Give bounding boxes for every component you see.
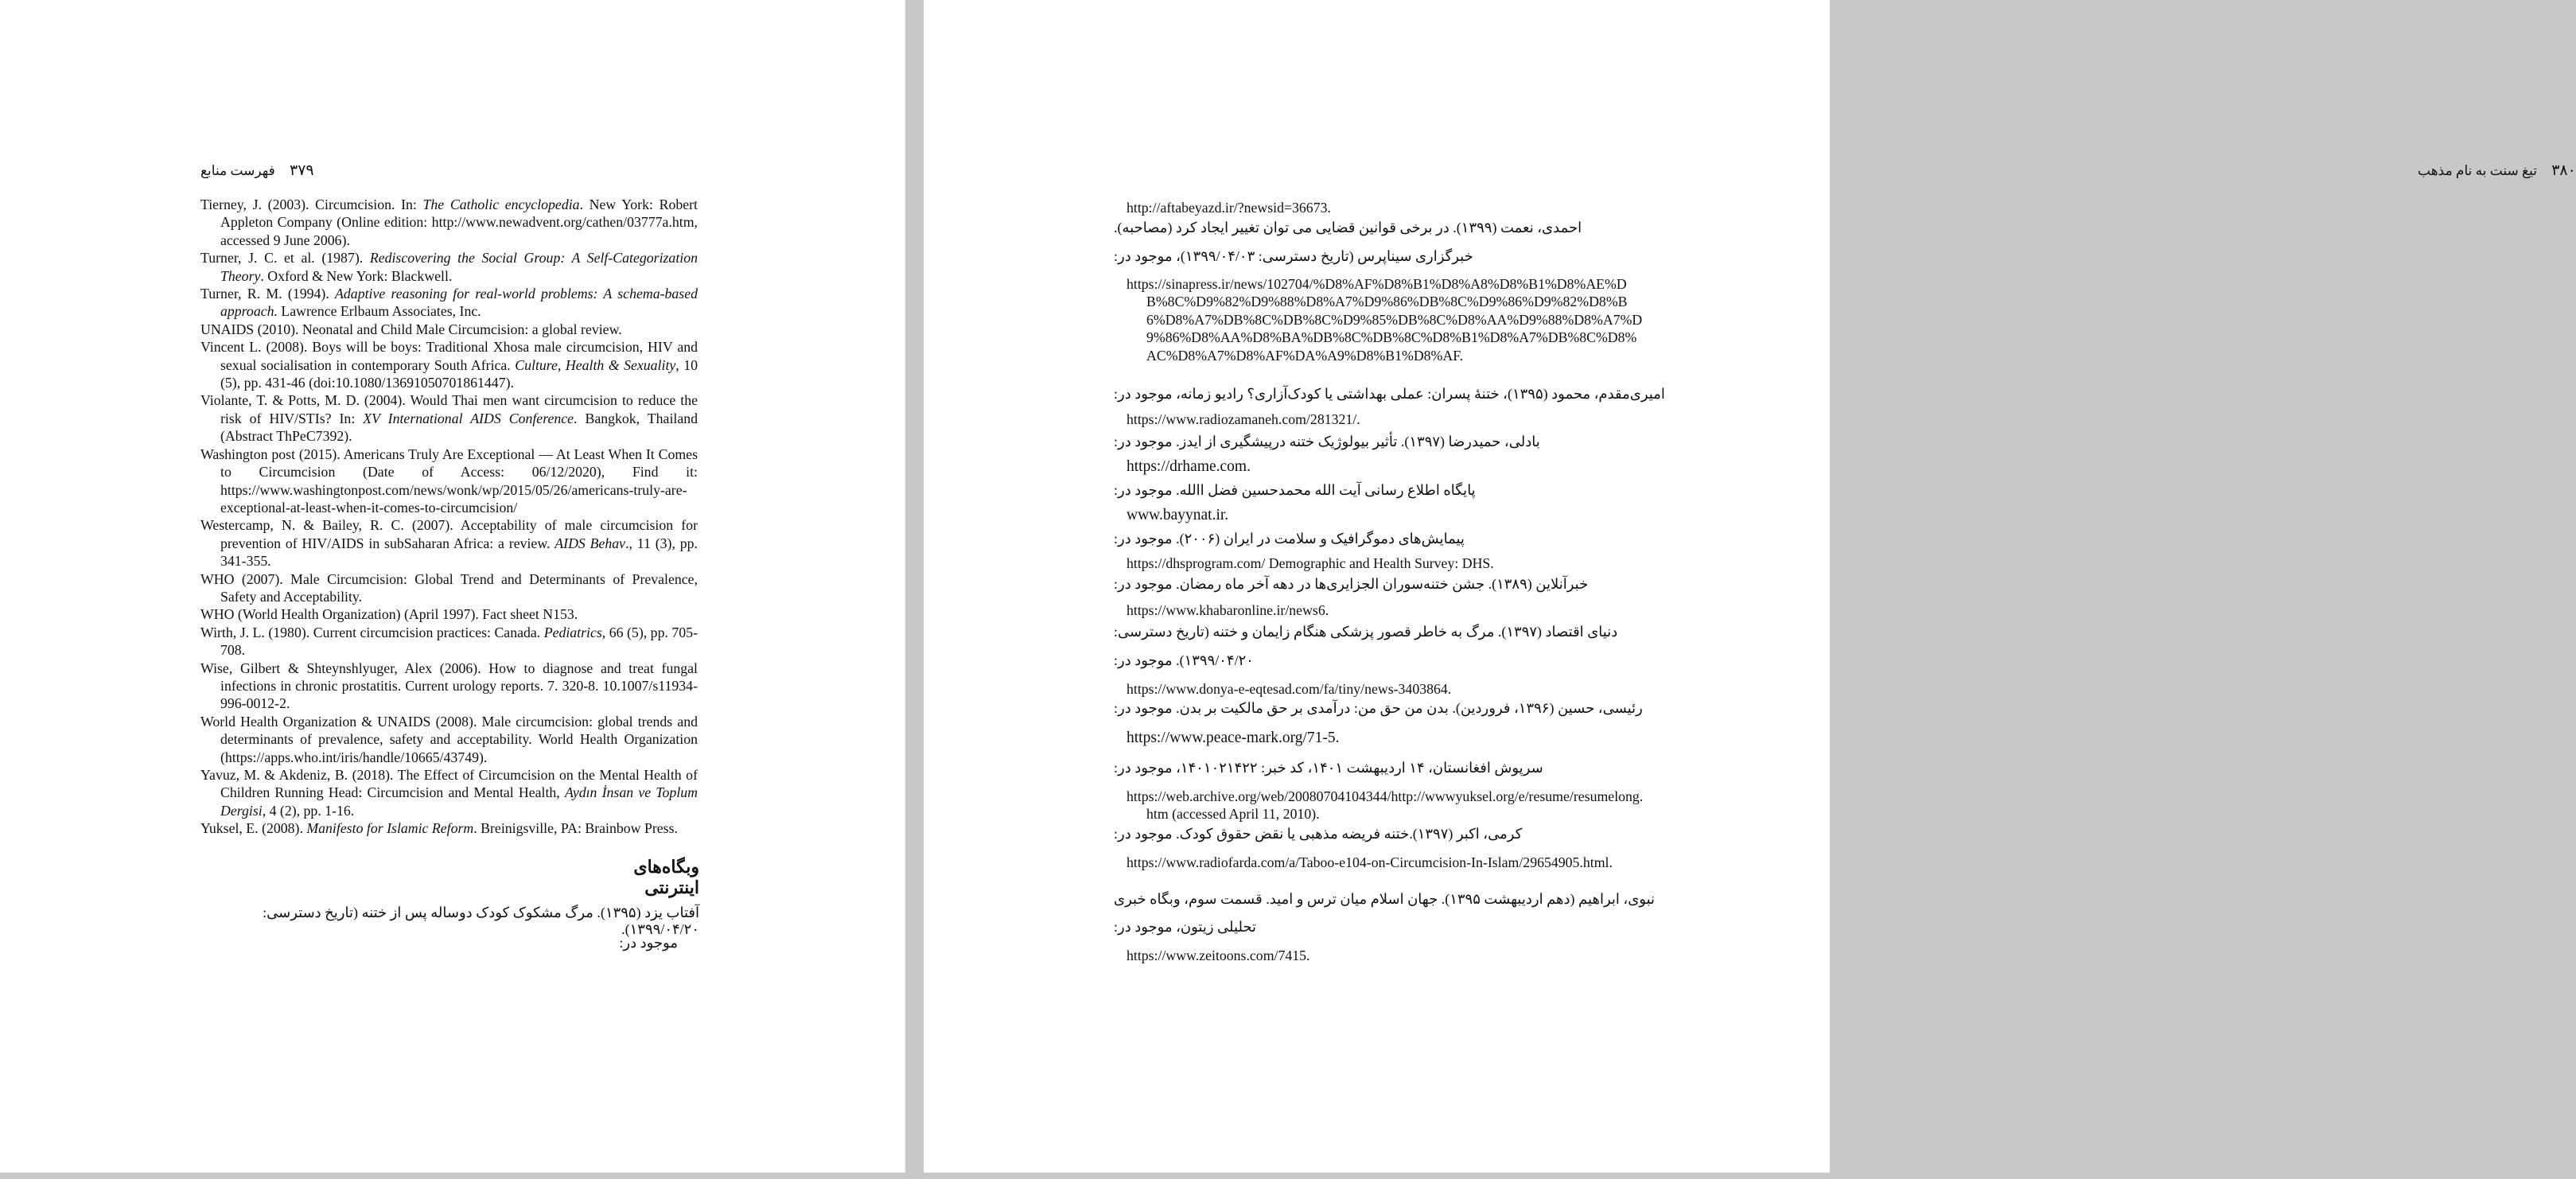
reference-entry: World Health Organization & UNAIDS (2008). Male circumcision: global trends and determinants of prevalence, safety and acceptability. World Health Organization (https://apps.who.int/iris/handle/10665/43749). — [200, 713, 698, 765]
reference-url: https://www.khabaronline.ir/news6. — [1127, 602, 1329, 618]
reference-entry: Yavuz, M. & Akdeniz, B. (2018). The Effect of Circumcision on the Mental Health of Children Running Head: Circumcision and Mental Health, Aydın İnsan ve Toplum Dergisi, 4 (2), pp. 1-16. — [200, 767, 698, 819]
reference-entry: Turner, J. C. et al. (1987). Rediscovering the Social Group: A Self-Categorization Theory. Oxford & New York: Blackwell. — [200, 250, 698, 284]
reference-url: https://www.peace-mark.org/71-5. — [1127, 730, 1340, 746]
reference-list — [200, 196, 698, 838]
reference-entry-fa: ۱۳۹۹/۰۴/۲۰). موجود در: — [1114, 652, 1254, 668]
reference-url: https://www.radiozamaneh.com/281321/. — [1127, 411, 1360, 427]
reference-entry: Tierney, J. (2003). Circumcision. In: The Catholic encyclopedia. New York: Robert Appleton Company (Online edition: http://www.newadvent.org/cathen/03777a.htm, accessed 9 June 2006). — [200, 196, 698, 248]
running-header — [200, 161, 314, 180]
reference-url: https://dhsprogram.com/ Demographic and Health Survey: DHS. — [1127, 555, 1494, 571]
reference-entry-fa: آفتاب یزد (۱۳۹۵). مرگ مشکوک کودک دوساله پس از ختنه (تاریخ دسترسی: ۱۳۹۹/۰۴/۲۰). — [263, 905, 699, 937]
running-header — [2418, 161, 2576, 180]
reference-entry: WHO (2007). Male Circumcision: Global Trend and Determinants of Prevalence, Safety and Acceptability. — [200, 570, 698, 605]
reference-url: https://sinapress.ir/news/102704/%D8%AF%D8%B1%D8%A8%D8%B1%D8%AE%DB%8C%D9%82%D9%88%D8%A7%D9%86%DB%8C%D9%86%D9%82%D8%B6%D8%A7%DB%8C%DB%8C%D9%85%DB%8C%D8%AA%D9%88%D8%A7%D9%86%D8%AA%D8%BA%DB%8C%DB%8C%D8%B1%D8%A7%DB%8C%D8%AC%D8%A7%D8%AF%DA%A9%D8%B1%D8%AF. — [1127, 276, 1643, 364]
reference-entry-fa: احمدی، نعمت (۱۳۹۹). در برخی قوانین قضایی می توان تغییر ایجاد کرد (مصاحبه). — [1114, 220, 1582, 235]
reference-entry: Violante, T. & Potts, M. D. (2004). Would Thai men want circumcision to reduce the risk of HIV/STIs? In: XV International AIDS Conference. Bangkok, Thailand (Abstract ThPeC7392). — [200, 392, 698, 445]
reference-url: https://www.zeitoons.com/7415. — [1127, 947, 1310, 963]
running-title: تیغ سنت به نام مذهب — [2418, 163, 2537, 178]
reference-entry: Wise, Gilbert & Shteynshlyuger, Alex (2006). How to diagnose and treat fungal infections in chronic prostatitis. Current urology reports. 7. 320-8. 10.1007/s11934-996-0012-2. — [200, 660, 698, 712]
reference-entry-fa: سرپوش افغانستان، ۱۴ اردیبهشت ۱۴۰۱، کد خبر: ۱۴۰۱۰۲۱۴۲۲، موجود در: — [1114, 760, 1543, 776]
reference-entry: Vincent L. (2008). Boys will be boys: Traditional Xhosa male circumcision, HIV and sexual socialisation in contemporary South Africa. Culture, Health & Sexuality, 10 (5), pp. 431-46 (doi:10.1080/13691050701861447). — [200, 339, 698, 391]
reference-entry: Yuksel, E. (2008). Manifesto for Islamic Reform. Breinigsville, PA: Brainbow Press. — [200, 820, 678, 837]
reference-entry-fa: رئیسی، حسین (۱۳۹۶، فروردین). بدن من حق من: درآمدی بر حق مالکیت بر بدن. موجود در: — [1114, 700, 1643, 716]
page-number: ۳۸۰ — [2551, 162, 2576, 179]
page-379 — [0, 0, 905, 1173]
reference-url: https://www.donya-e-eqtesad.com/fa/tiny/news-3403864. — [1127, 681, 1452, 697]
reference-entry-fa: کرمی، اکبر (۱۳۹۷).ختنه فریضه مذهبی یا نقض حقوق کودک. موجود در: — [1114, 826, 1523, 842]
reference-entry-fa: پیمایش‌های دموگرافیک و سلامت در ایران (۲۰۰۶). موجود در: — [1114, 531, 1465, 547]
reference-entry: Turner, R. M. (1994). Adaptive reasoning for real-world problems: A schema-based approach. Lawrence Erlbaum Associates, Inc. — [200, 286, 698, 320]
reference-entry: Wirth, J. L. (1980). Current circumcision practices: Canada. Pediatrics, 66 (5), pp. 705-708. — [200, 624, 698, 659]
reference-url: https://web.archive.org/web/20080704104344/http://wwwyuksel.org/e/resume/resumelong.htm (accessed April 11, 2010). — [1127, 788, 1644, 823]
reference-entry-fa: تحلیلی زیتون، موجود در: — [1114, 919, 1257, 935]
page-380 — [924, 0, 2576, 1173]
section-title: وبگاه‌های اینترنتی — [633, 857, 699, 897]
reference-entry-fa: دنیای اقتصاد (۱۳۹۷). مرگ به خاطر قصور پزشکی هنگام زایمان و ختنه (تاریخ دسترسی: — [1114, 624, 1618, 640]
reference-entry-fa: خبرآنلاین (۱۳۸۹). جشن ختنه‌سوران الجزایری‌ها در دهه آخر ماه رمضان. موجود در: — [1114, 576, 1589, 592]
reference-entry: WHO (World Health Organization) (April 1997). Fact sheet N153. — [200, 606, 578, 623]
running-title: فهرست منابع — [200, 163, 275, 178]
reference-entry-fa: بادلی، حمیدرضا (۱۳۹۷). تأثیر بیولوژیک ختنه درپیشگیری از ایدز. موجود در: — [1114, 434, 1540, 449]
reference-entry-fa: موجود در: — [619, 935, 678, 951]
reference-entry: UNAIDS (2010). Neonatal and Child Male Circumcision: a global review. — [200, 321, 622, 337]
reference-entry: Westercamp, N. & Bailey, R. C. (2007). Acceptability of male circumcision for prevention of HIV/AIDS in subSaharan Africa: a review. AIDS Behav., 11 (3), pp. 341-355. — [200, 517, 698, 570]
reference-entry-fa: نبوی، ابراهیم (دهم اردیبهشت ۱۳۹۵). جهان اسلام میان ترس و امید. قسمت سوم، وبگاه خبری — [1114, 891, 1656, 907]
reference-entry-fa: خبرگزاری سیناپرس (تاریخ دسترسی: ۱۳۹۹/۰۴/۰۳)، موجود در: — [1114, 248, 1473, 264]
reference-url: http://aftabeyazd.ir/?newsid=36673. — [1127, 200, 1331, 216]
reference-entry-fa: امیری‌مقدم، محمود (۱۳۹۵)، ختنهٔ پسران: عملی بهداشتی یا کودک‌آزاری؟ رادیو زمانه، موجود در: — [1114, 386, 1665, 402]
reference-url: https://drhame.com. — [1127, 458, 1251, 475]
reference-url: https://www.radiofarda.com/a/Taboo-e104-on-Circumcision-In-Islam/29654905.html. — [1127, 854, 1613, 870]
reference-entry: Washington post (2015). Americans Truly Are Exceptional — At Least When It Comes to Circumcision (Date of Access: 06/12/2020), Find it: https://www.washingtonpost.com/news/wonk/wp/2015/05/26/americans-truly-are-exceptional-at-least-when-it-comes-to-circumcision/ — [200, 446, 698, 516]
reference-entry-fa: پایگاه اطلاع رسانی آیت الله محمدحسین فضل االله. موجود در: — [1114, 482, 1476, 498]
page-number: ۳۷۹ — [289, 162, 314, 179]
reference-url: www.bayynat.ir. — [1127, 507, 1229, 523]
